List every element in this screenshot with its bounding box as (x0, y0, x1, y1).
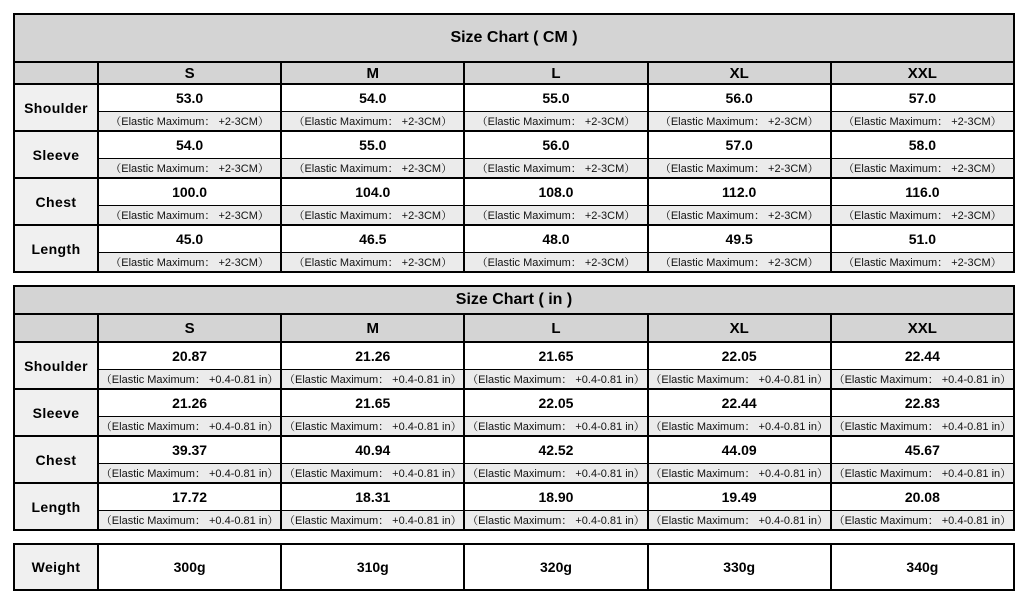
elastic-note-cell: （Elastic Maximum： +0.4-0.81 in） (464, 511, 647, 531)
measurement-value-cell: 51.0 (831, 225, 1014, 253)
elastic-note-cell: （Elastic Maximum： +0.4-0.81 in） (648, 370, 831, 390)
elastic-note-cell: （Elastic Maximum： +0.4-0.81 in） (464, 417, 647, 437)
measurement-value-cell: 19.49 (648, 483, 831, 511)
size-column-header: XXL (831, 62, 1014, 84)
measurement-value-cell: 116.0 (831, 178, 1014, 206)
elastic-note-cell: （Elastic Maximum： +2-3CM） (281, 206, 464, 226)
size-header-row (14, 62, 1014, 84)
elastic-note-row (14, 159, 1014, 179)
elastic-note-cell: （Elastic Maximum： +2-3CM） (648, 206, 831, 226)
measurement-value-cell: 58.0 (831, 131, 1014, 159)
elastic-note-row (14, 253, 1014, 273)
measurement-value-cell: 54.0 (281, 84, 464, 112)
measurement-value-cell: 104.0 (281, 178, 464, 206)
measurement-value-cell: 22.44 (831, 342, 1014, 370)
size-column-header: XL (648, 62, 831, 84)
size-column-header: XL (648, 314, 831, 342)
measurement-value-cell: 44.09 (648, 436, 831, 464)
elastic-note-cell: （Elastic Maximum： +2-3CM） (831, 159, 1014, 179)
elastic-note-cell: （Elastic Maximum： +0.4-0.81 in） (464, 370, 647, 390)
measurement-row-label: Shoulder (14, 342, 98, 389)
measurement-value-row (14, 84, 1014, 112)
measurement-value-row (14, 131, 1014, 159)
measurement-row-label: Shoulder (14, 84, 98, 131)
elastic-note-cell: （Elastic Maximum： +2-3CM） (281, 253, 464, 273)
weight-value-cell: 310g (281, 544, 464, 590)
elastic-note-cell: （Elastic Maximum： +0.4-0.81 in） (98, 511, 281, 531)
size-column-header: L (464, 314, 647, 342)
measurement-value-cell: 108.0 (464, 178, 647, 206)
measurement-value-cell: 57.0 (648, 131, 831, 159)
elastic-note-cell: （Elastic Maximum： +2-3CM） (831, 112, 1014, 132)
elastic-note-cell: （Elastic Maximum： +0.4-0.81 in） (281, 417, 464, 437)
measurement-row-label: Chest (14, 178, 98, 225)
size-column-header: S (98, 62, 281, 84)
table-title: Size Chart ( in ) (14, 286, 1014, 314)
measurement-value-cell: 22.83 (831, 389, 1014, 417)
elastic-note-cell: （Elastic Maximum： +2-3CM） (831, 253, 1014, 273)
measurement-value-row (14, 225, 1014, 253)
measurement-value-cell: 57.0 (831, 84, 1014, 112)
elastic-note-cell: （Elastic Maximum： +0.4-0.81 in） (98, 370, 281, 390)
elastic-note-cell: （Elastic Maximum： +2-3CM） (98, 112, 281, 132)
size-column-header: M (281, 62, 464, 84)
measurement-value-cell: 22.44 (648, 389, 831, 417)
weight-value-cell: 330g (648, 544, 831, 590)
weight-value-cell: 320g (464, 544, 647, 590)
measurement-value-cell: 42.52 (464, 436, 647, 464)
size-column-header: XXL (831, 314, 1014, 342)
measurement-value-cell: 20.87 (98, 342, 281, 370)
elastic-note-cell: （Elastic Maximum： +2-3CM） (648, 159, 831, 179)
table-title-row (14, 14, 1014, 62)
measurement-value-cell: 100.0 (98, 178, 281, 206)
elastic-note-cell: （Elastic Maximum： +2-3CM） (648, 253, 831, 273)
measurement-value-row (14, 178, 1014, 206)
elastic-note-cell: （Elastic Maximum： +2-3CM） (831, 206, 1014, 226)
measurement-value-cell: 21.65 (464, 342, 647, 370)
weight-row (14, 544, 1014, 590)
measurement-value-cell: 22.05 (464, 389, 647, 417)
measurement-value-cell: 21.65 (281, 389, 464, 417)
weight-row-label: Weight (14, 544, 98, 590)
measurement-value-cell: 21.26 (98, 389, 281, 417)
measurement-value-cell: 39.37 (98, 436, 281, 464)
elastic-note-row (14, 112, 1014, 132)
measurement-value-row (14, 483, 1014, 511)
measurement-value-cell: 112.0 (648, 178, 831, 206)
elastic-note-row (14, 206, 1014, 226)
size-header-row (14, 314, 1014, 342)
measurement-value-cell: 53.0 (98, 84, 281, 112)
size-column-header: S (98, 314, 281, 342)
measurement-value-cell: 55.0 (464, 84, 647, 112)
elastic-note-cell: （Elastic Maximum： +0.4-0.81 in） (831, 417, 1014, 437)
measurement-row-label: Chest (14, 436, 98, 483)
weight-table (13, 543, 1015, 591)
elastic-note-cell: （Elastic Maximum： +2-3CM） (98, 206, 281, 226)
measurement-value-cell: 49.5 (648, 225, 831, 253)
elastic-note-row (14, 464, 1014, 484)
measurement-value-cell: 40.94 (281, 436, 464, 464)
elastic-note-cell: （Elastic Maximum： +2-3CM） (98, 253, 281, 273)
table-title: Size Chart ( CM ) (14, 14, 1014, 62)
measurement-value-row (14, 342, 1014, 370)
elastic-note-cell: （Elastic Maximum： +2-3CM） (648, 112, 831, 132)
elastic-note-cell: （Elastic Maximum： +2-3CM） (281, 112, 464, 132)
corner-cell (14, 314, 98, 342)
elastic-note-row (14, 511, 1014, 531)
elastic-note-cell: （Elastic Maximum： +0.4-0.81 in） (281, 464, 464, 484)
measurement-value-cell: 56.0 (464, 131, 647, 159)
table-title-row (14, 286, 1014, 314)
measurement-value-cell: 45.67 (831, 436, 1014, 464)
elastic-note-cell: （Elastic Maximum： +0.4-0.81 in） (831, 464, 1014, 484)
elastic-note-cell: （Elastic Maximum： +2-3CM） (464, 253, 647, 273)
measurement-value-cell: 22.05 (648, 342, 831, 370)
measurement-value-cell: 17.72 (98, 483, 281, 511)
elastic-note-cell: （Elastic Maximum： +0.4-0.81 in） (98, 417, 281, 437)
measurement-value-cell: 56.0 (648, 84, 831, 112)
measurement-row-label: Sleeve (14, 389, 98, 436)
measurement-value-cell: 18.31 (281, 483, 464, 511)
elastic-note-row (14, 417, 1014, 437)
measurement-row-label: Length (14, 225, 98, 272)
size-column-header: M (281, 314, 464, 342)
size-chart-cm-table (13, 13, 1015, 273)
corner-cell (14, 62, 98, 84)
elastic-note-cell: （Elastic Maximum： +2-3CM） (98, 159, 281, 179)
elastic-note-row (14, 370, 1014, 390)
measurement-value-cell: 48.0 (464, 225, 647, 253)
elastic-note-cell: （Elastic Maximum： +0.4-0.81 in） (281, 370, 464, 390)
elastic-note-cell: （Elastic Maximum： +2-3CM） (464, 206, 647, 226)
measurement-row-label: Sleeve (14, 131, 98, 178)
elastic-note-cell: （Elastic Maximum： +0.4-0.81 in） (831, 511, 1014, 531)
elastic-note-cell: （Elastic Maximum： +0.4-0.81 in） (831, 370, 1014, 390)
elastic-note-cell: （Elastic Maximum： +0.4-0.81 in） (98, 464, 281, 484)
measurement-value-cell: 55.0 (281, 131, 464, 159)
measurement-value-row (14, 389, 1014, 417)
elastic-note-cell: （Elastic Maximum： +0.4-0.81 in） (648, 464, 831, 484)
measurement-value-cell: 21.26 (281, 342, 464, 370)
size-chart-in-table (13, 285, 1015, 531)
elastic-note-cell: （Elastic Maximum： +2-3CM） (464, 112, 647, 132)
measurement-value-row (14, 436, 1014, 464)
elastic-note-cell: （Elastic Maximum： +0.4-0.81 in） (464, 464, 647, 484)
measurement-value-cell: 18.90 (464, 483, 647, 511)
elastic-note-cell: （Elastic Maximum： +0.4-0.81 in） (648, 511, 831, 531)
measurement-value-cell: 54.0 (98, 131, 281, 159)
measurement-value-cell: 46.5 (281, 225, 464, 253)
weight-value-cell: 340g (831, 544, 1014, 590)
measurement-value-cell: 45.0 (98, 225, 281, 253)
size-column-header: L (464, 62, 647, 84)
elastic-note-cell: （Elastic Maximum： +2-3CM） (281, 159, 464, 179)
elastic-note-cell: （Elastic Maximum： +0.4-0.81 in） (648, 417, 831, 437)
weight-value-cell: 300g (98, 544, 281, 590)
elastic-note-cell: （Elastic Maximum： +2-3CM） (464, 159, 647, 179)
measurement-value-cell: 20.08 (831, 483, 1014, 511)
elastic-note-cell: （Elastic Maximum： +0.4-0.81 in） (281, 511, 464, 531)
measurement-row-label: Length (14, 483, 98, 530)
